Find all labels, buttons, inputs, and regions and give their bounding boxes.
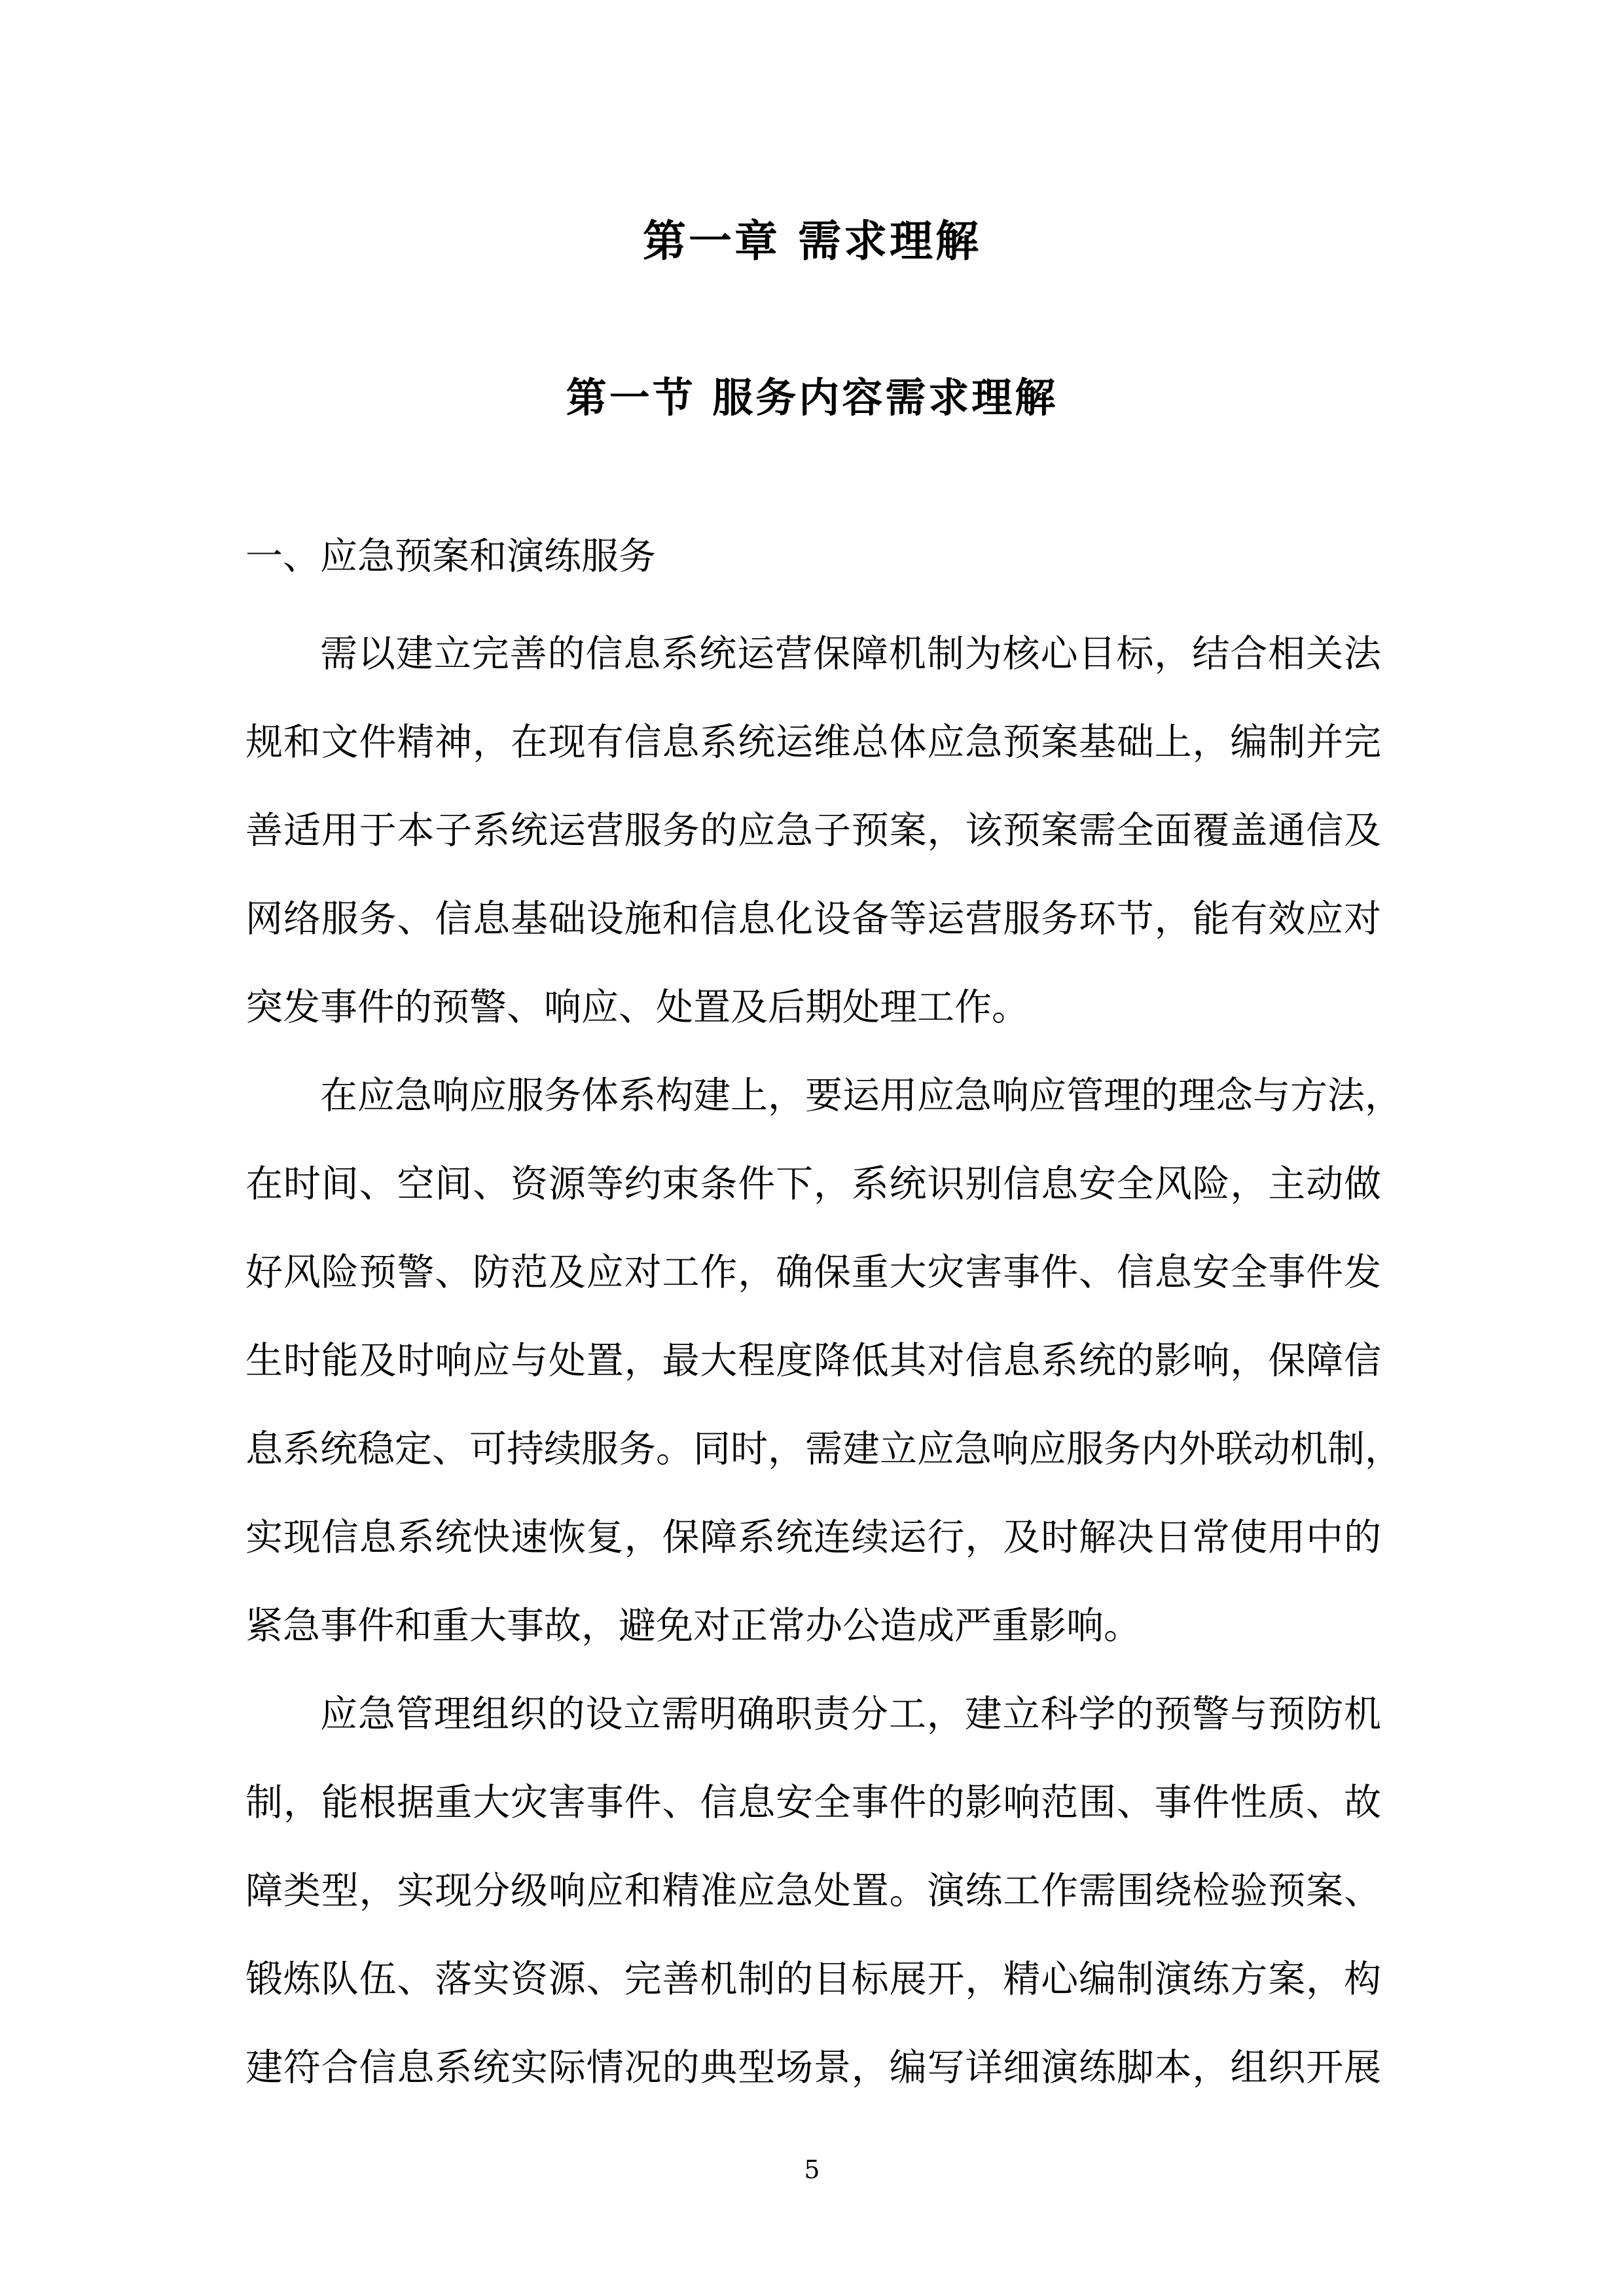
body-text xyxy=(245,610,1402,2112)
chapter-title: 第一章 需求理解 xyxy=(643,215,981,266)
paragraph-1-line-4: 网络服务、信息基础设施和信息化设备等运营服务环节，能有效应对 xyxy=(245,897,1381,941)
paragraph-3-line-2: 制，能根据重大灾害事件、信息安全事件的影响范围、事件性质、故 xyxy=(245,1781,1381,1824)
paragraph-2-line-7: 紧急事件和重大事故，避免对正常办公造成严重影响。 xyxy=(245,1604,1141,1647)
paragraph-1-line-2: 规和文件精神，在现有信息系统运维总体应急预案基础上，编制并完 xyxy=(245,721,1381,764)
paragraph-1-line-5: 突发事件的预警、响应、处置及后期处理工作。 xyxy=(245,986,1029,1029)
paragraph-3-line-5: 建符合信息系统实际情况的典型场景，编写详细演练脚本，组织开展 xyxy=(245,2046,1381,2089)
paragraph-2-line-3: 好风险预警、防范及应对工作，确保重大灾害事件、信息安全事件发 xyxy=(245,1251,1381,1294)
paragraph-3-line-3: 障类型，实现分级响应和精准应急处置。演练工作需围绕检验预案、 xyxy=(245,1869,1381,1912)
paragraph-3-line-4: 锻炼队伍、落实资源、完善机制的目标展开，精心编制演练方案，构 xyxy=(245,1958,1381,2001)
paragraph-2-line-6: 实现信息系统快速恢复，保障系统连续运行，及时解决日常使用中的 xyxy=(245,1516,1381,1559)
paragraph-1-line-3: 善适用于本子系统运营服务的应急子预案，该预案需全面覆盖通信及 xyxy=(245,809,1381,852)
section-title: 第一节 服务内容需求理解 xyxy=(566,374,1058,422)
subheading: 一、应急预案和演练服务 xyxy=(245,535,656,578)
paragraph-2-line-4: 生时能及时响应与处置，最大程度降低其对信息系统的影响，保障信 xyxy=(245,1339,1381,1382)
paragraph-2-line-1: 在应急响应服务体系构建上，要运用应急响应管理的理念与方法， xyxy=(320,1074,1402,1117)
page-number: 5 xyxy=(804,2155,820,2184)
paragraph-2-line-5: 息系统稳定、可持续服务。同时，需建立应急响应服务内外联动机制， xyxy=(245,1427,1402,1471)
paragraph-2-line-2: 在时间、空间、资源等约束条件下，系统识别信息安全风险，主动做 xyxy=(245,1162,1381,1206)
paragraph-3-line-1: 应急管理组织的设立需明确职责分工，建立科学的预警与预防机 xyxy=(320,1693,1381,1736)
paragraph-1-line-1: 需以建立完善的信息系统运营保障机制为核心目标，结合相关法 xyxy=(320,632,1381,675)
